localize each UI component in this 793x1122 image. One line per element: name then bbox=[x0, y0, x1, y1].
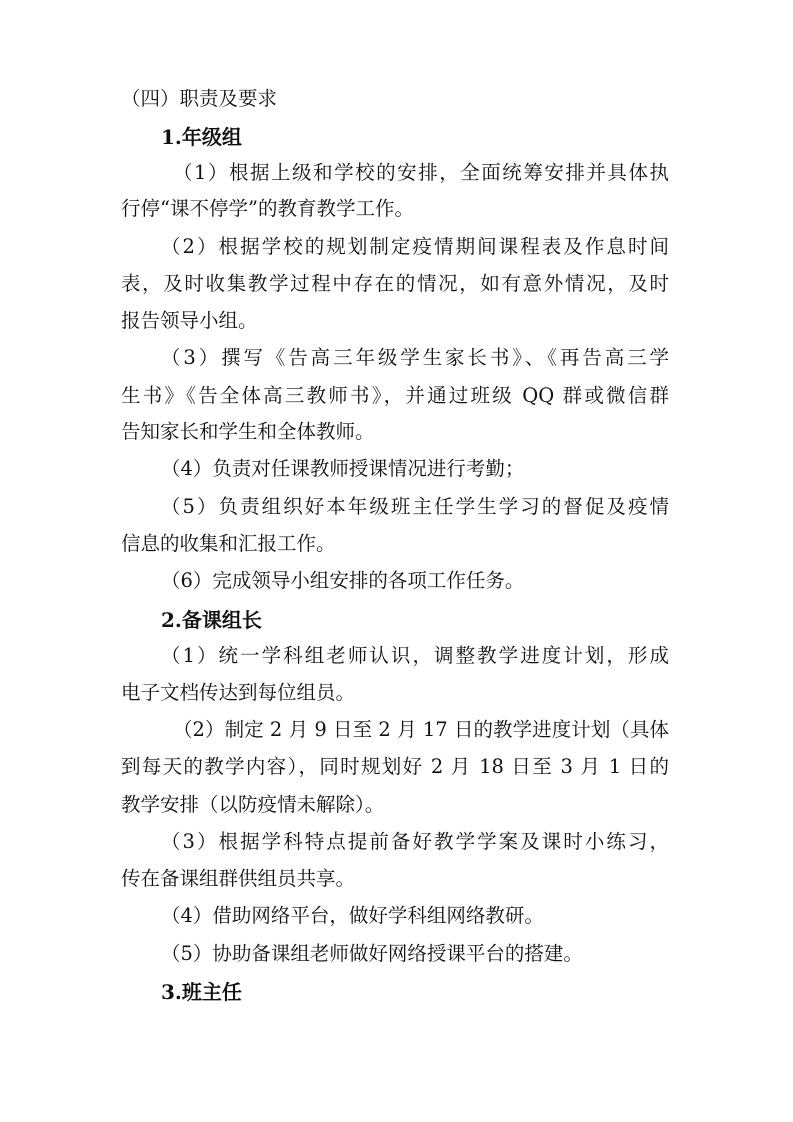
paragraph-line: 行停“课不停学”的教育教学工作。 bbox=[121, 197, 414, 220]
subsection-heading-grade-group: 1.年级组 bbox=[161, 125, 242, 149]
paragraph-line: 报告领导小组。 bbox=[121, 309, 258, 332]
paragraph-line: （2）根据学校的规划制定疫情期间课程表及作息时间 bbox=[161, 235, 669, 258]
subsection-heading-lesson-prep-leader: 2.备课组长 bbox=[161, 608, 262, 632]
section-heading: （四）职责及要求 bbox=[121, 87, 278, 110]
paragraph-line: （5）负责组织好本年级班主任学生学习的督促及疫情 bbox=[161, 495, 669, 518]
paragraph-line: 信息的收集和汇报工作。 bbox=[121, 532, 336, 555]
paragraph-line: （6）完成领导小组安排的各项工作任务。 bbox=[161, 569, 525, 592]
paragraph-line: （4）负责对任课教师授课情况进行考勤； bbox=[161, 457, 525, 480]
paragraph-line: 到每天的教学内容），同时规划好 2 月 18 日至 3 月 1 日的 bbox=[121, 755, 669, 778]
paragraph-line: 传在备课组群供组员共享。 bbox=[121, 867, 356, 890]
paragraph-line: （5）协助备课组老师做好网络授课平台的搭建。 bbox=[161, 942, 583, 965]
paragraph-line: 电子文档传达到每位组员。 bbox=[121, 681, 356, 704]
paragraph-line: （2）制定 2 月 9 日至 2 月 17 日的教学进度计划（具体 bbox=[173, 718, 669, 741]
paragraph-line: 教学安排（以防疫情未解除）。 bbox=[121, 793, 385, 816]
paragraph-line: （1）统一学科组老师认识，调整教学进度计划，形成 bbox=[161, 644, 669, 667]
paragraph-line: （3）撰写《告高三年级学生家长书》、《再告高三学 bbox=[161, 346, 669, 369]
paragraph-line: 告知家长和学生和全体教师。 bbox=[121, 420, 375, 443]
paragraph-line: （4）借助网络平台，做好学科组网络教研。 bbox=[161, 904, 544, 927]
subsection-heading-head-teacher: 3.班主任 bbox=[161, 980, 242, 1004]
paragraph-line: 表，及时收集教学过程中存在的情况，如有意外情况，及时 bbox=[121, 272, 669, 295]
paragraph-line: （1）根据上级和学校的安排，全面统筹安排并具体执 bbox=[173, 161, 669, 184]
paragraph-line: 生书》《告全体高三教师书》，并通过班级 QQ 群或微信群 bbox=[121, 384, 669, 407]
paragraph-line: （3）根据学科特点提前备好教学学案及课时小练习， bbox=[161, 830, 669, 853]
